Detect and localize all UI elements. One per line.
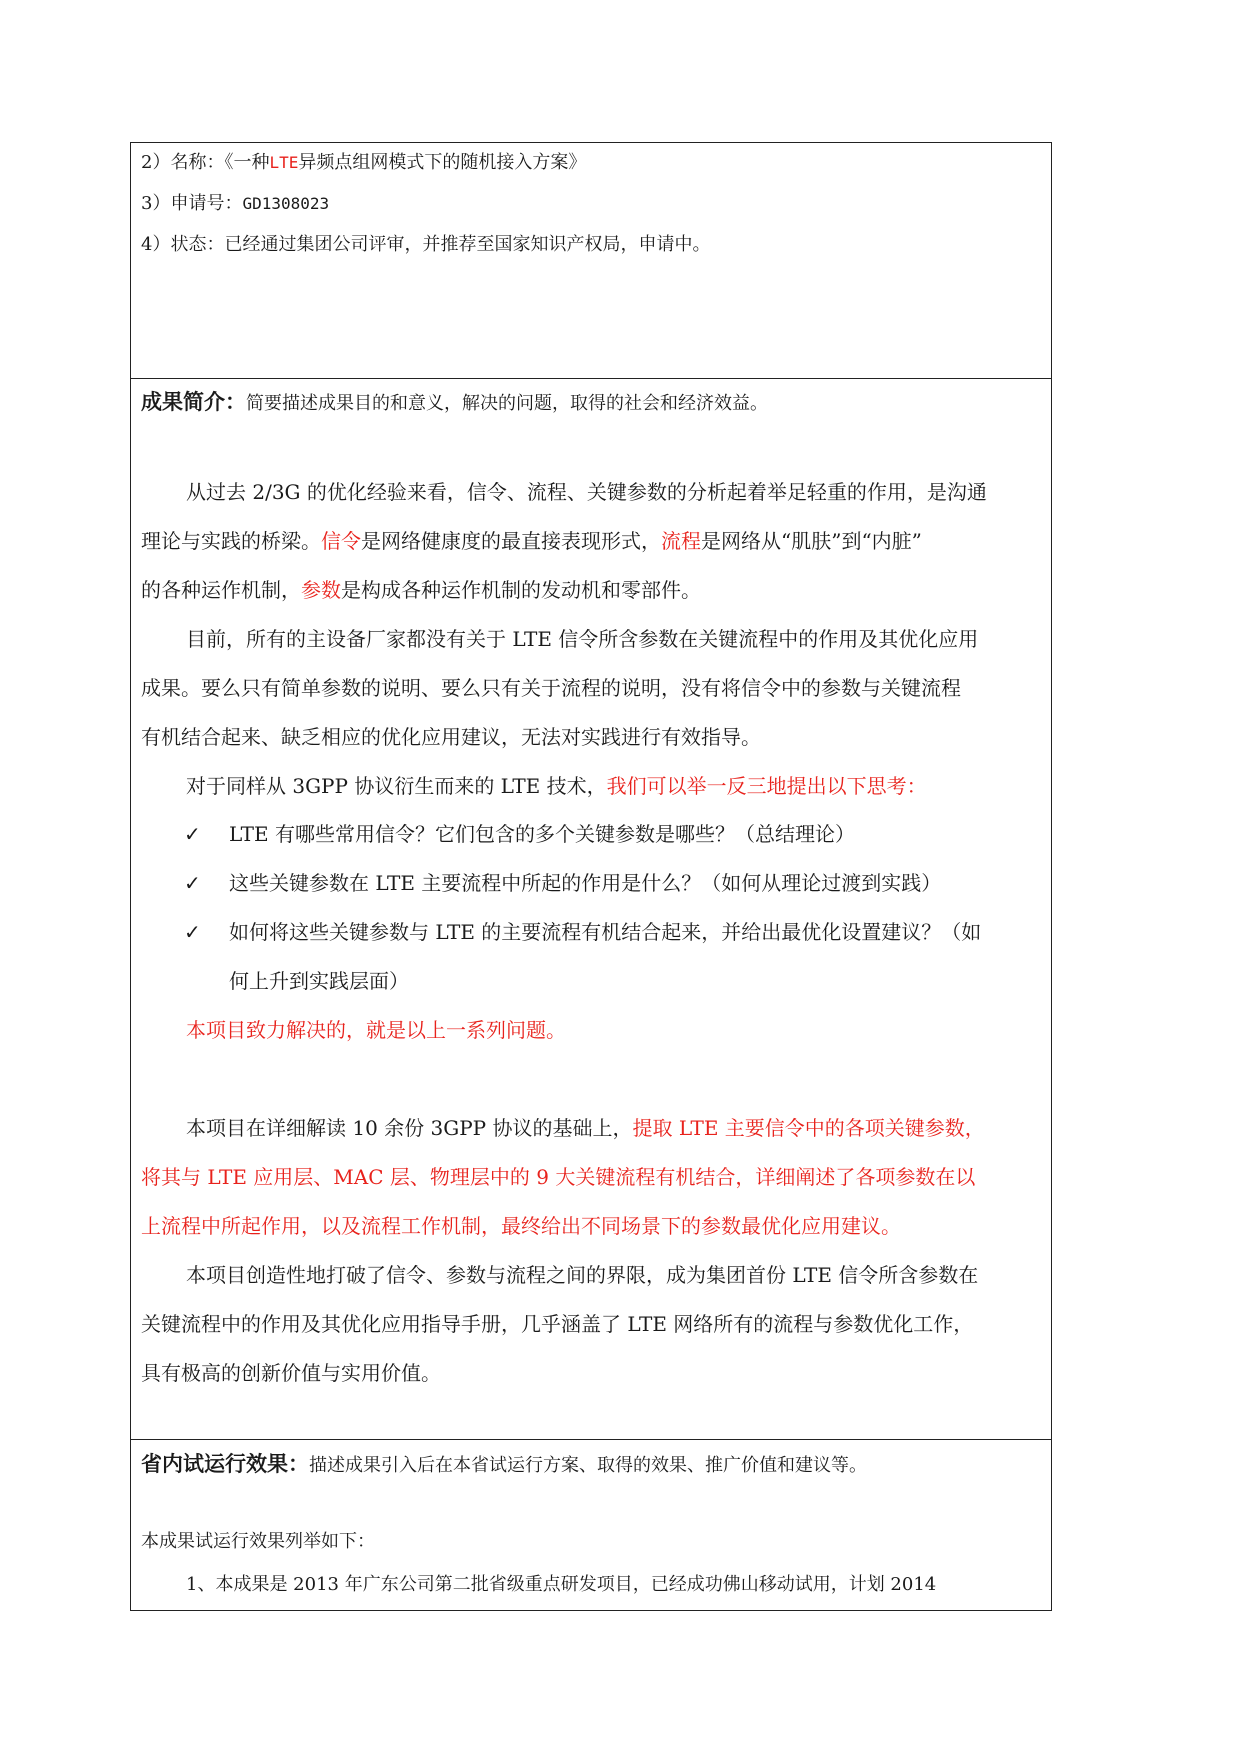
summary-para1-line3: 的各种运作机制，参数是构成各种运作机制的发动机和零部件。 [141, 578, 701, 602]
summary-para2-line3: 有机结合起来、缺乏相应的优化应用建议，无法对实践进行有效指导。 [141, 725, 761, 749]
summary-para6-line1: 本项目创造性地打破了信令、参数与流程之间的界限，成为集团首份 LTE 信令所含参数在 [186, 1263, 979, 1287]
check-icon: ✓ [184, 871, 201, 895]
patent-app-number: 3）申请号：GD1308023 [141, 193, 330, 214]
summary-para6-line3: 具有极高的创新价值与实用价值。 [141, 1361, 441, 1385]
summary-para5-line3: 上流程中所起作用，以及流程工作机制，最终给出不同场景下的参数最优化应用建议。 [141, 1214, 901, 1238]
trial-heading: 省内试运行效果：描述成果引入后在本省试运行方案、取得的效果、推广价值和建议等。 [141, 1452, 867, 1476]
summary-para1-line2: 理论与实践的桥梁。信令是网络健康度的最直接表现形式，流程是网络从“肌肤”到“内脏” [141, 529, 922, 553]
summary-heading: 成果简介：简要描述成果目的和意义，解决的问题，取得的社会和经济效益。 [141, 390, 768, 414]
check-icon: ✓ [184, 920, 201, 944]
summary-para6-line2: 关键流程中的作用及其优化应用指导手册，几乎涵盖了 LTE 网络所有的流程与参数优化工作， [141, 1312, 974, 1336]
question-1: LTE 有哪些常用信令？它们包含的多个关键参数是哪些？（总结理论） [229, 822, 855, 846]
patent-status: 4）状态：已经通过集团公司评审，并推荐至国家知识产权局，申请中。 [141, 234, 711, 255]
summary-para3: 对于同样从 3GPP 协议衍生而来的 LTE 技术，我们可以举一反三地提出以下思考： [186, 774, 927, 798]
summary-para4: 本项目致力解决的，就是以上一系列问题。 [186, 1018, 566, 1042]
check-icon: ✓ [184, 822, 201, 846]
patent-name: 2）名称：《一种LTE异频点组网模式下的随机接入方案》 [141, 152, 587, 173]
question-2: 这些关键参数在 LTE 主要流程中所起的作用是什么？（如何从理论过渡到实践） [229, 871, 942, 895]
trial-intro: 本成果试运行效果列举如下： [141, 1531, 375, 1552]
summary-para5-line1: 本项目在详细解读 10 余份 3GPP 协议的基础上，提取 LTE 主要信令中的各项关键参数， [186, 1116, 985, 1140]
summary-para2-line1: 目前，所有的主设备厂家都没有关于 LTE 信令所含参数在关键流程中的作用及其优化应用 [186, 627, 979, 651]
question-3-line2: 何上升到实践层面） [229, 969, 409, 993]
question-3-line1: 如何将这些关键参数与 LTE 的主要流程有机结合起来，并给出最优化设置建议？（如 [229, 920, 982, 944]
patent-info-box [130, 142, 1052, 379]
trial-item-1: 1、本成果是 2013 年广东公司第二批省级重点研发项目，已经成功佛山移动试用，计划 2014 [186, 1574, 937, 1595]
summary-para1-line1: 从过去 2/3G 的优化经验来看，信令、流程、关键参数的分析起着举足轻重的作用，是沟通 [186, 480, 987, 504]
summary-para2-line2: 成果。要么只有简单参数的说明、要么只有关于流程的说明，没有将信令中的参数与关键流程 [141, 676, 961, 700]
summary-para5-line2: 将其与 LTE 应用层、MAC 层、物理层中的 9 大关键流程有机结合，详细阐述了各项参数在以 [141, 1165, 976, 1189]
